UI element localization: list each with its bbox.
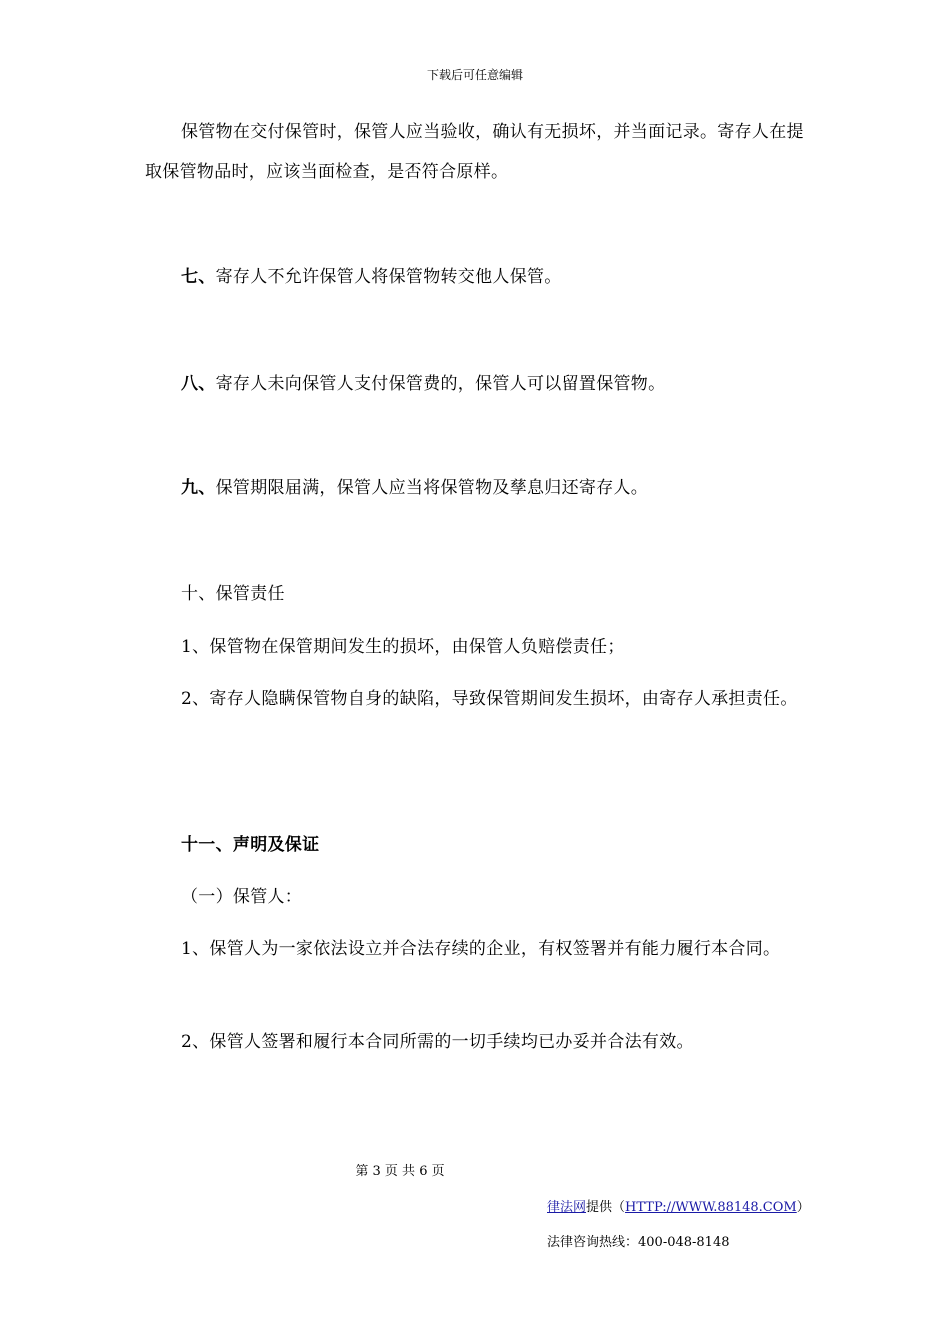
clause-eight-number: 八、: [181, 374, 216, 394]
clause-seven-number: 七、: [181, 267, 216, 287]
clause-seven: [145, 257, 815, 297]
clause-nine-number: 九、: [181, 478, 216, 498]
clause-eight-text: 寄存人未向保管人支付保管费的，保管人可以留置保管物。: [215, 374, 666, 394]
clause-seven-text: 寄存人不允许保管人将保管物转交他人保管。: [215, 267, 562, 287]
clause-eleven-subheading: （一）保管人：: [181, 887, 303, 907]
clause-eleven-heading: 十一、声明及保证: [181, 835, 320, 855]
clause-nine: [145, 468, 815, 508]
provider-line: [547, 1196, 810, 1215]
page-number: 第 3 页 共 6 页: [355, 1164, 445, 1179]
hotline: 法律咨询热线：400-048-8148: [547, 1235, 730, 1250]
page-header: 下载后可任意编辑: [426, 68, 523, 82]
provider-link[interactable]: 律法网: [547, 1200, 587, 1215]
clause-eleven-item-1: 1、保管人为一家依法设立并合法存续的企业，有权签署并有能力履行本合同。: [181, 939, 781, 959]
provider-close: ）: [796, 1200, 810, 1215]
clause-ten-item-2: 2、寄存人隐瞒保管物自身的缺陷，导致保管期间发生损坏，由寄存人承担责任。: [181, 689, 798, 709]
clause-ten-item-1: 1、保管物在保管期间发生的损坏，由保管人负赔偿责任；: [181, 637, 625, 657]
clause-nine-text: 保管期限届满，保管人应当将保管物及孳息归还寄存人。: [215, 478, 649, 498]
paragraph-inspection: 保管物在交付保管时，保管人应当验收，确认有无损坏，并当面记录。寄存人在提取保管物品时，应该当面检查，是否符合原样。: [145, 122, 804, 182]
clause-ten-heading: 十、保管责任: [181, 584, 285, 604]
clause-eleven-item-2: 2、保管人签署和履行本合同所需的一切手续均已办妥并合法有效。: [181, 1032, 694, 1052]
clause-eight: [145, 364, 815, 404]
provider-text: 提供（: [586, 1200, 626, 1215]
provider-url-link[interactable]: HTTP://WWW.88148.COM: [625, 1200, 797, 1215]
